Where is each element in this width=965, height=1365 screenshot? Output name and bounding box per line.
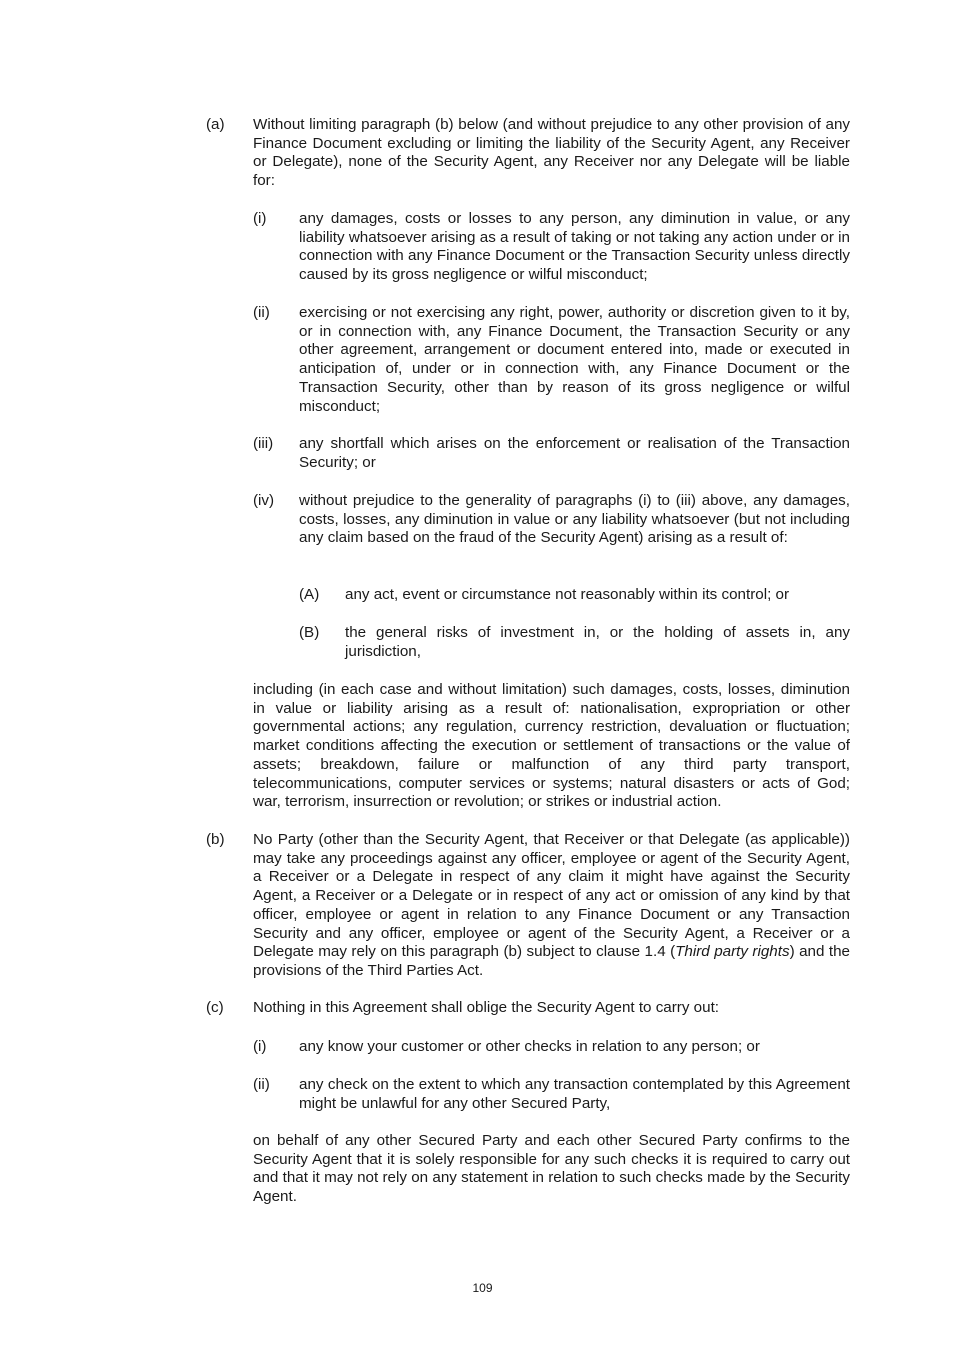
paragraph-c-label: (c) — [206, 999, 224, 1016]
paragraph-a-text: Without limiting paragraph (b) below (and without prejudice to any other provision of any Finance Document excluding or limiting the liability of the Security Agent, any Receiver or Delegate), none of the Security Agent, any Receiver nor any Delegate will be liable for: — [253, 116, 850, 190]
paragraph-b-label: (b) — [206, 831, 225, 848]
paragraph-a-iv-A-label: (A) — [299, 586, 320, 603]
paragraph-a-iii-label: (iii) — [253, 435, 274, 452]
paragraph-a-label: (a) — [206, 116, 225, 133]
paragraph-c-ii-label: (ii) — [253, 1076, 270, 1093]
paragraph-b-text — [253, 831, 850, 981]
paragraph-a-iv-A-text: any act, event or circumstance not reasonably within its control; or — [345, 586, 790, 603]
paragraph-c-ii-text: any check on the extent to which any transaction contemplated by this Agreement might be unlawful for any other Secured Party, — [299, 1076, 850, 1112]
page-number: 109 — [472, 1281, 493, 1295]
paragraph-b-text-after: ) and the provisions of the Third Parties Act. — [253, 943, 850, 979]
paragraph-a-i-text: any damages, costs or losses to any person, any diminution in value, or any liability whatsoever arising as a result of taking or not taking any action under or in connection with any Finance Document or the Transaction Security unless directly caused by its gross negligence or wilful misconduct; — [299, 210, 850, 284]
paragraph-a-ii-text: exercising or not exercising any right, power, authority or discretion given to it by, or in connection with, any Finance Document, the Transaction Security or any other agreement, arrangement or document entered into, made or executed in anticipation of, under or in connection with, any Finance Document or the Transaction Security, other than by reason of its gross negligence or wilful misconduct; — [299, 304, 850, 415]
paragraph-a-iv-B-label: (B) — [299, 624, 320, 641]
paragraph-a-iii-text: any shortfall which arises on the enforcement or realisation of the Transaction Security; or — [299, 435, 850, 471]
paragraph-a-i-label: (i) — [253, 210, 267, 227]
paragraph-b-text-italic: Third party rights — [675, 943, 790, 961]
paragraph-a-iv-label: (iv) — [253, 492, 275, 509]
paragraph-a-ii-label: (ii) — [253, 304, 270, 321]
paragraph-c-i-text: any know your customer or other checks in relation to any person; or — [299, 1038, 760, 1055]
paragraph-c-continuation: on behalf of any other Secured Party and each other Secured Party confirms to the Security Agent that it is solely responsible for any such checks it is required to carry out and that it may not rely on any statement in relation to such checks made by the Security Agent. — [253, 1132, 850, 1206]
paragraph-a-iv-B-text: the general risks of investment in, or the holding of assets in, any jurisdiction, — [345, 624, 850, 660]
paragraph-c-i-label: (i) — [253, 1038, 267, 1055]
paragraph-a-iv-text: without prejudice to the generality of paragraphs (i) to (iii) above, any damages, costs, losses, any diminution in value or any liability whatsoever (but not including any claim based on the fraud of the Security Agent) arising as a result of: — [299, 492, 850, 547]
paragraph-a-continuation: including (in each case and without limitation) such damages, costs, losses, diminution in value or liability arising as a result of: nationalisation, expropriation or other governmental actions; any regulation, currency restriction, devaluation or fluctuation; market conditions affecting the execution or settlement of transactions or the value of assets; breakdown, failure or malfunction of any third party transport, telecommunications, computer services or systems; natural disasters or acts of God; war, terrorism, insurrection or revolution; or strikes or industrial action. — [253, 681, 850, 811]
paragraph-b-text-before: No Party (other than the Security Agent, that Receiver or that Delegate (as applicable)) may take any proceedings against any officer, employee or agent of the Security Agent, a Receiver or a Delegate in respect of any claim it might have against the Security Agent, a Receiver or a Delegate or in respect of any act or omission of any kind by that officer, employee or agent in relation to any Finance Document or any Transaction Security and any officer, employee or agent of the Security Agent, a Receiver or a Delegate may rely on this paragraph (b) subject to clause 1.4 ( — [253, 831, 850, 961]
paragraph-c-text: Nothing in this Agreement shall oblige the Security Agent to carry out: — [253, 999, 720, 1016]
